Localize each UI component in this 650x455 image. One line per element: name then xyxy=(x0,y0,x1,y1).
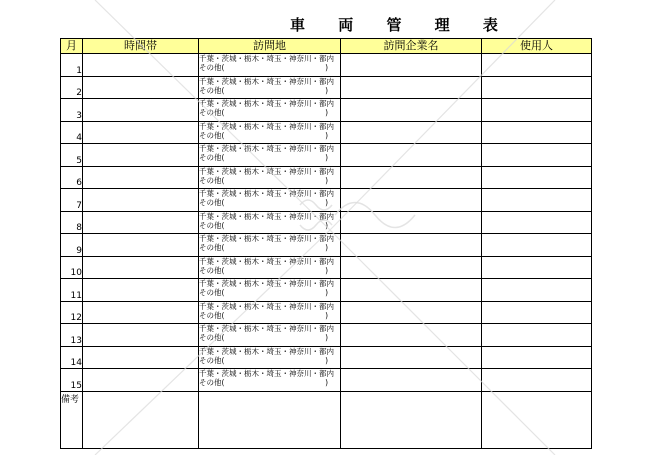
company-cell[interactable] xyxy=(341,279,482,302)
destination-options: 千葉・茨城・栃木・埼玉・神奈川・都内 xyxy=(199,144,334,153)
month-cell[interactable]: 11 xyxy=(61,279,83,302)
header-month: 月 xyxy=(61,39,83,54)
month-cell[interactable]: 4 xyxy=(61,121,83,144)
destination-other xyxy=(199,153,340,162)
user-cell[interactable] xyxy=(482,144,592,167)
other-close: ) xyxy=(325,310,328,320)
destination-cell[interactable] xyxy=(199,189,341,212)
table-row xyxy=(61,99,592,122)
other-close: ) xyxy=(325,355,328,365)
table-row xyxy=(61,369,592,392)
user-cell[interactable] xyxy=(482,166,592,189)
company-cell[interactable] xyxy=(341,324,482,347)
time-slot-cell[interactable] xyxy=(83,346,199,369)
user-cell[interactable] xyxy=(482,346,592,369)
destination-cell[interactable] xyxy=(199,144,341,167)
destination-other xyxy=(199,266,340,275)
month-cell[interactable]: 12 xyxy=(61,301,83,324)
remarks-label: 備考 xyxy=(61,391,83,448)
destination-other xyxy=(199,176,340,185)
company-cell[interactable] xyxy=(341,301,482,324)
month-cell[interactable]: 14 xyxy=(61,346,83,369)
table-row xyxy=(61,189,592,212)
table-row xyxy=(61,256,592,279)
other-open: その他( xyxy=(199,378,225,387)
destination-options: 千葉・茨城・栃木・埼玉・神奈川・都内 xyxy=(199,324,334,333)
table-row xyxy=(61,234,592,257)
company-cell[interactable] xyxy=(341,369,482,392)
destination-other xyxy=(199,378,340,387)
destination-other xyxy=(199,63,340,72)
other-open: その他( xyxy=(199,265,225,275)
month-cell[interactable]: 15 xyxy=(61,369,83,392)
destination-other xyxy=(199,243,340,252)
remarks-row xyxy=(61,391,592,448)
destination-cell[interactable] xyxy=(199,256,341,279)
destination-cell[interactable] xyxy=(199,279,341,302)
other-close: ) xyxy=(325,378,328,387)
table-row xyxy=(61,76,592,99)
remarks-cell[interactable] xyxy=(83,391,199,448)
destination-cell[interactable] xyxy=(199,121,341,144)
destination-options: 千葉・茨城・栃木・埼玉・神奈川・都内 xyxy=(199,234,334,243)
table-row xyxy=(61,301,592,324)
time-slot-cell[interactable] xyxy=(83,144,199,167)
month-cell[interactable]: 8 xyxy=(61,211,83,234)
remarks-cell[interactable] xyxy=(341,391,482,448)
destination-options: 千葉・茨城・栃木・埼玉・神奈川・都内 xyxy=(199,99,334,108)
destination-other xyxy=(199,198,340,207)
destination-cell[interactable] xyxy=(199,99,341,122)
other-close: ) xyxy=(325,265,328,275)
user-cell[interactable] xyxy=(482,256,592,279)
user-cell[interactable] xyxy=(482,54,592,77)
destination-cell[interactable] xyxy=(199,324,341,347)
month-cell[interactable]: 13 xyxy=(61,324,83,347)
destination-options: 千葉・茨城・栃木・埼玉・神奈川・都内 xyxy=(199,346,334,356)
other-close: ) xyxy=(325,130,328,140)
month-cell[interactable]: 3 xyxy=(61,99,83,122)
header-user: 使用人 xyxy=(482,39,592,54)
other-close: ) xyxy=(325,243,328,252)
destination-other xyxy=(199,131,340,140)
table-row xyxy=(61,346,592,369)
time-slot-cell[interactable] xyxy=(83,369,199,392)
time-slot-cell[interactable] xyxy=(83,324,199,347)
month-cell[interactable]: 10 xyxy=(61,256,83,279)
header-time-slot: 時間帯 xyxy=(83,39,199,54)
other-open: その他( xyxy=(199,333,225,342)
destination-options: 千葉・茨城・栃木・埼玉・神奈川・都内 xyxy=(199,76,334,86)
user-cell[interactable] xyxy=(482,99,592,122)
destination-other xyxy=(199,86,340,95)
destination-cell[interactable] xyxy=(199,346,341,369)
destination-cell[interactable] xyxy=(199,234,341,257)
company-cell[interactable] xyxy=(341,99,482,122)
company-cell[interactable] xyxy=(341,76,482,99)
other-open: その他( xyxy=(199,175,225,185)
table-row xyxy=(61,211,592,234)
remarks-cell[interactable] xyxy=(199,391,341,448)
time-slot-cell[interactable] xyxy=(83,54,199,77)
month-cell[interactable]: 6 xyxy=(61,166,83,189)
time-slot-cell[interactable] xyxy=(83,256,199,279)
company-cell[interactable] xyxy=(341,211,482,234)
user-cell[interactable] xyxy=(482,211,592,234)
other-close: ) xyxy=(325,333,328,342)
destination-options: 千葉・茨城・栃木・埼玉・神奈川・都内 xyxy=(199,121,334,131)
time-slot-cell[interactable] xyxy=(83,166,199,189)
page-title: 車 両 管 理 表 xyxy=(290,16,512,34)
company-cell[interactable] xyxy=(341,166,482,189)
other-open: その他( xyxy=(199,220,225,230)
user-cell[interactable] xyxy=(482,301,592,324)
month-cell[interactable]: 7 xyxy=(61,189,83,212)
time-slot-cell[interactable] xyxy=(83,76,199,99)
company-cell[interactable] xyxy=(341,144,482,167)
destination-cell[interactable] xyxy=(199,301,341,324)
other-open: その他( xyxy=(199,243,225,252)
other-close: ) xyxy=(325,85,328,95)
destination-cell[interactable] xyxy=(199,76,341,99)
destination-cell[interactable] xyxy=(199,54,341,77)
table-row xyxy=(61,324,592,347)
month-cell[interactable]: 1 xyxy=(61,54,83,77)
company-cell[interactable] xyxy=(341,256,482,279)
other-open: その他( xyxy=(199,355,225,365)
time-slot-cell[interactable] xyxy=(83,211,199,234)
user-cell[interactable] xyxy=(482,369,592,392)
other-close: ) xyxy=(325,198,328,207)
destination-other xyxy=(199,356,340,365)
destination-options: 千葉・茨城・栃木・埼玉・神奈川・都内 xyxy=(199,189,334,198)
table-row xyxy=(61,166,592,189)
time-slot-cell[interactable] xyxy=(83,234,199,257)
destination-other xyxy=(199,221,340,230)
company-cell[interactable] xyxy=(341,346,482,369)
other-open: その他( xyxy=(199,310,225,320)
header-row xyxy=(61,39,592,54)
month-cell[interactable]: 2 xyxy=(61,76,83,99)
destination-options: 千葉・茨城・栃木・埼玉・神奈川・都内 xyxy=(199,279,334,288)
table-row xyxy=(61,121,592,144)
table-row xyxy=(61,279,592,302)
month-cell[interactable]: 5 xyxy=(61,144,83,167)
destination-options: 千葉・茨城・栃木・埼玉・神奈川・都内 xyxy=(199,369,334,378)
time-slot-cell[interactable] xyxy=(83,301,199,324)
destination-cell[interactable] xyxy=(199,211,341,234)
user-cell[interactable] xyxy=(482,189,592,212)
vehicle-log-table xyxy=(60,38,592,449)
user-cell[interactable] xyxy=(482,324,592,347)
time-slot-cell[interactable] xyxy=(83,189,199,212)
other-open: その他( xyxy=(199,108,225,117)
company-cell[interactable] xyxy=(341,121,482,144)
time-slot-cell[interactable] xyxy=(83,121,199,144)
destination-options: 千葉・茨城・栃木・埼玉・神奈川・都内 xyxy=(199,211,334,221)
time-slot-cell[interactable] xyxy=(83,279,199,302)
other-open: その他( xyxy=(199,85,225,95)
other-close: ) xyxy=(325,175,328,185)
header-destination: 訪問地 xyxy=(199,39,341,54)
company-cell[interactable] xyxy=(341,234,482,257)
user-cell[interactable] xyxy=(482,76,592,99)
destination-other xyxy=(199,311,340,320)
month-cell[interactable]: 9 xyxy=(61,234,83,257)
destination-cell[interactable] xyxy=(199,166,341,189)
destination-options: 千葉・茨城・栃木・埼玉・神奈川・都内 xyxy=(199,301,334,311)
company-cell[interactable] xyxy=(341,54,482,77)
user-cell[interactable] xyxy=(482,121,592,144)
header-company: 訪問企業名 xyxy=(341,39,482,54)
destination-options: 千葉・茨城・栃木・埼玉・神奈川・都内 xyxy=(199,54,334,63)
destination-other xyxy=(199,288,340,297)
user-cell[interactable] xyxy=(482,279,592,302)
destination-other xyxy=(199,333,340,342)
user-cell[interactable] xyxy=(482,234,592,257)
other-close: ) xyxy=(325,108,328,117)
other-open: その他( xyxy=(199,288,225,297)
other-close: ) xyxy=(325,288,328,297)
remarks-cell[interactable] xyxy=(482,391,592,448)
destination-cell[interactable] xyxy=(199,369,341,392)
table-row xyxy=(61,144,592,167)
destination-options: 千葉・茨城・栃木・埼玉・神奈川・都内 xyxy=(199,166,334,176)
company-cell[interactable] xyxy=(341,189,482,212)
other-close: ) xyxy=(325,153,328,162)
other-close: ) xyxy=(325,220,328,230)
other-open: その他( xyxy=(199,153,225,162)
table-row xyxy=(61,54,592,77)
destination-options: 千葉・茨城・栃木・埼玉・神奈川・都内 xyxy=(199,256,334,266)
destination-other xyxy=(199,108,340,117)
other-open: その他( xyxy=(199,198,225,207)
other-close: ) xyxy=(325,63,328,72)
other-open: その他( xyxy=(199,130,225,140)
time-slot-cell[interactable] xyxy=(83,99,199,122)
other-open: その他( xyxy=(199,63,225,72)
